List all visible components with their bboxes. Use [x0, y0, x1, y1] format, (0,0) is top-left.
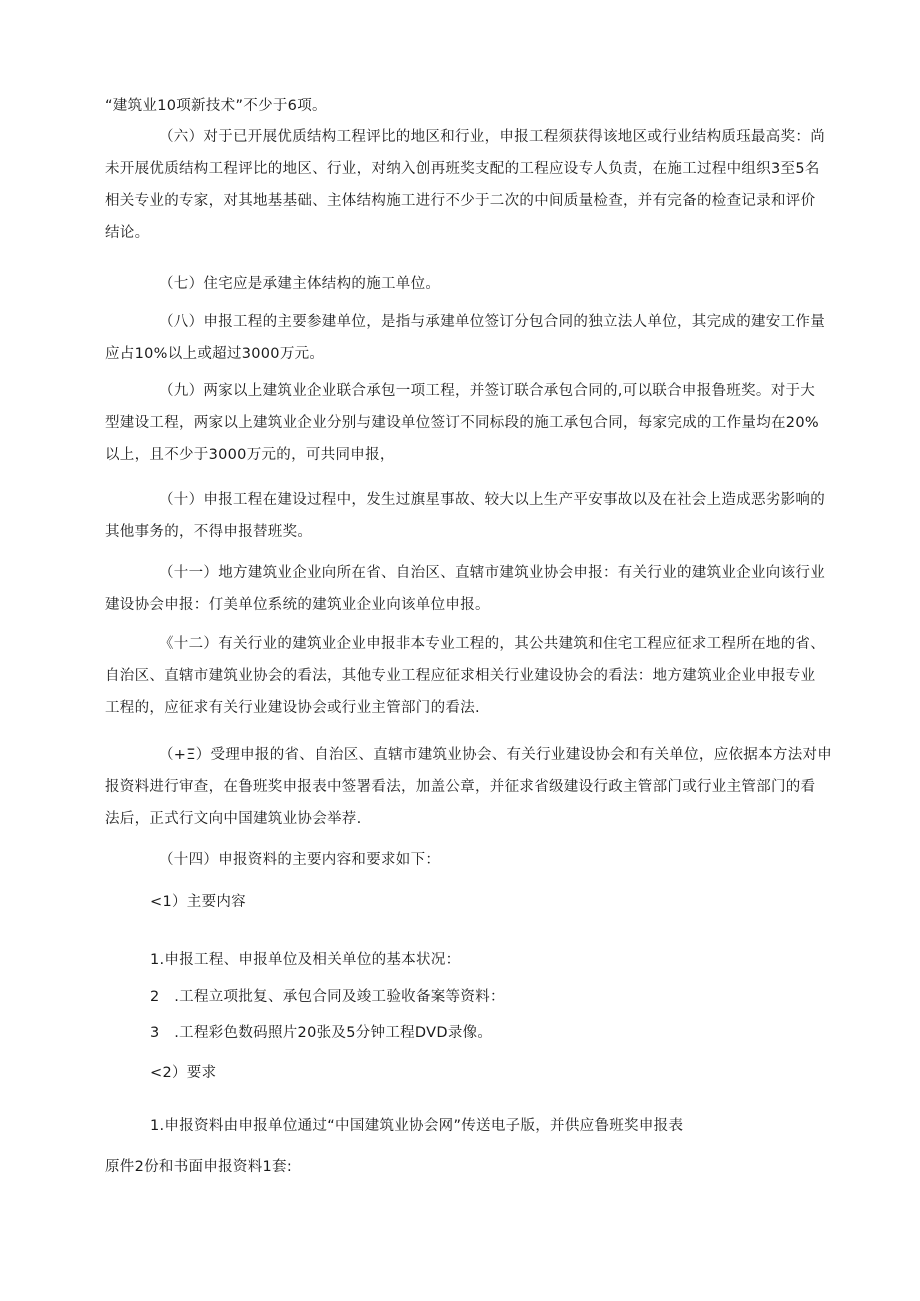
text-line: （十）申报工程在建设过程中，发生过旗星事故、较大以上生产平安事故以及在社会上造成恶劣影响的: [159, 492, 825, 508]
text-line: 型建设工程，两家以上建筑业企业分别与建设单位签订不同标段的施工承包合同，每家完成的工作量均在20%: [105, 415, 819, 431]
section-heading: <1）主要内容: [150, 894, 246, 910]
paragraph-10: [105, 486, 850, 546]
text-line: （十四）申报资料的主要内容和要求如下：: [159, 852, 441, 868]
paragraph-6: [105, 123, 850, 247]
text-line: 《十二）有关行业的建筑业企业申报非本专业工程的，其公共建筑和住宅工程应征求工程所在地的省、: [159, 636, 825, 652]
text-line: （九）两家以上建筑业企业联合承包一项工程，并签订联合承包合同的,可以联合申报鲁班奖。对于大: [159, 383, 816, 399]
text-line: 结论。: [105, 225, 150, 241]
list-item: 3 .工程彩色数码照片20张及5分钟工程DVD录像。: [150, 1025, 493, 1041]
paragraph-12: [105, 630, 850, 722]
paragraph-11: [105, 559, 850, 619]
text-line: 法后，正式行文向中国建筑业协会举荐.: [105, 811, 362, 827]
text-line: 建设协会申报：仃美单位系统的建筑业企业向该单位申报。: [105, 597, 490, 613]
text-line: 自治区、直辖市建筑业协会的看法，其他专业工程应征求相关行业建设协会的看法：地方建筑业企业申报专业: [105, 668, 816, 684]
text-line: 以上，且不少于3000万元的，可共同申报，: [105, 447, 395, 463]
text-line: 未开展优质结构工程评比的地区、行业，对纳入创再班奖支配的工程应设专人负责，在施工过程中组织3至5名: [105, 161, 820, 177]
text-line: 应占10%以上或超过3000万元。: [105, 346, 325, 362]
section-heading: <2）要求: [150, 1065, 217, 1081]
text-line: 工程的，应征求有关行业建设协会或行业主管部门的看法.: [105, 700, 480, 716]
paragraph-9: [105, 377, 850, 469]
text-line: （八）申报工程的主要参建单位，是指与承建单位签订分包合同的独立法人单位，其完成的建安工作量: [159, 314, 825, 330]
paragraph-8: [105, 308, 850, 368]
text-line: “建筑业10项新技术”不少于6项。: [105, 98, 327, 114]
text-line: （十一）地方建筑业企业向所在省、自治区、直辖市建筑业协会申报：有关行业的建筑业企业向该行业: [159, 565, 825, 581]
text-line: （七）住宅应是承建主体结构的施工单位。: [159, 276, 441, 292]
paragraph-13: [105, 741, 850, 833]
text-line: 相关专业的专家，对其地基基础、主体结构施工进行不少于二次的中间质量检查，并有完备的检查记录和评价: [105, 193, 816, 209]
text-line: 原件2份和书面申报资料1套:: [105, 1159, 293, 1175]
text-line: 报资料进行审查，在鲁班奖申报表中签署看法，加盖公章，并征求省级建设行政主管部门或行业主管部门的看: [105, 779, 816, 795]
text-line: 其他事务的，不得申报替班奖。: [105, 524, 313, 540]
text-line: （+Ξ）受理申报的省、自治区、直辖市建筑业协会、有关行业建设协会和有关单位，应依据本方法对申: [159, 747, 833, 763]
list-item: 1.申报工程、申报单位及相关单位的基本状况：: [150, 952, 461, 968]
list-item: 2 .工程立项批复、承包合同及竣工验收备案等资料：: [150, 989, 505, 1005]
text-line: 1.申报资料由申报单位通过“中国建筑业协会网”传送电子版，并供应鲁班奖申报表: [150, 1118, 684, 1134]
text-line: （六）对于已开展优质结构工程评比的地区和行业，申报工程须获得该地区或行业结构质珏最高奖：尚: [159, 129, 825, 145]
